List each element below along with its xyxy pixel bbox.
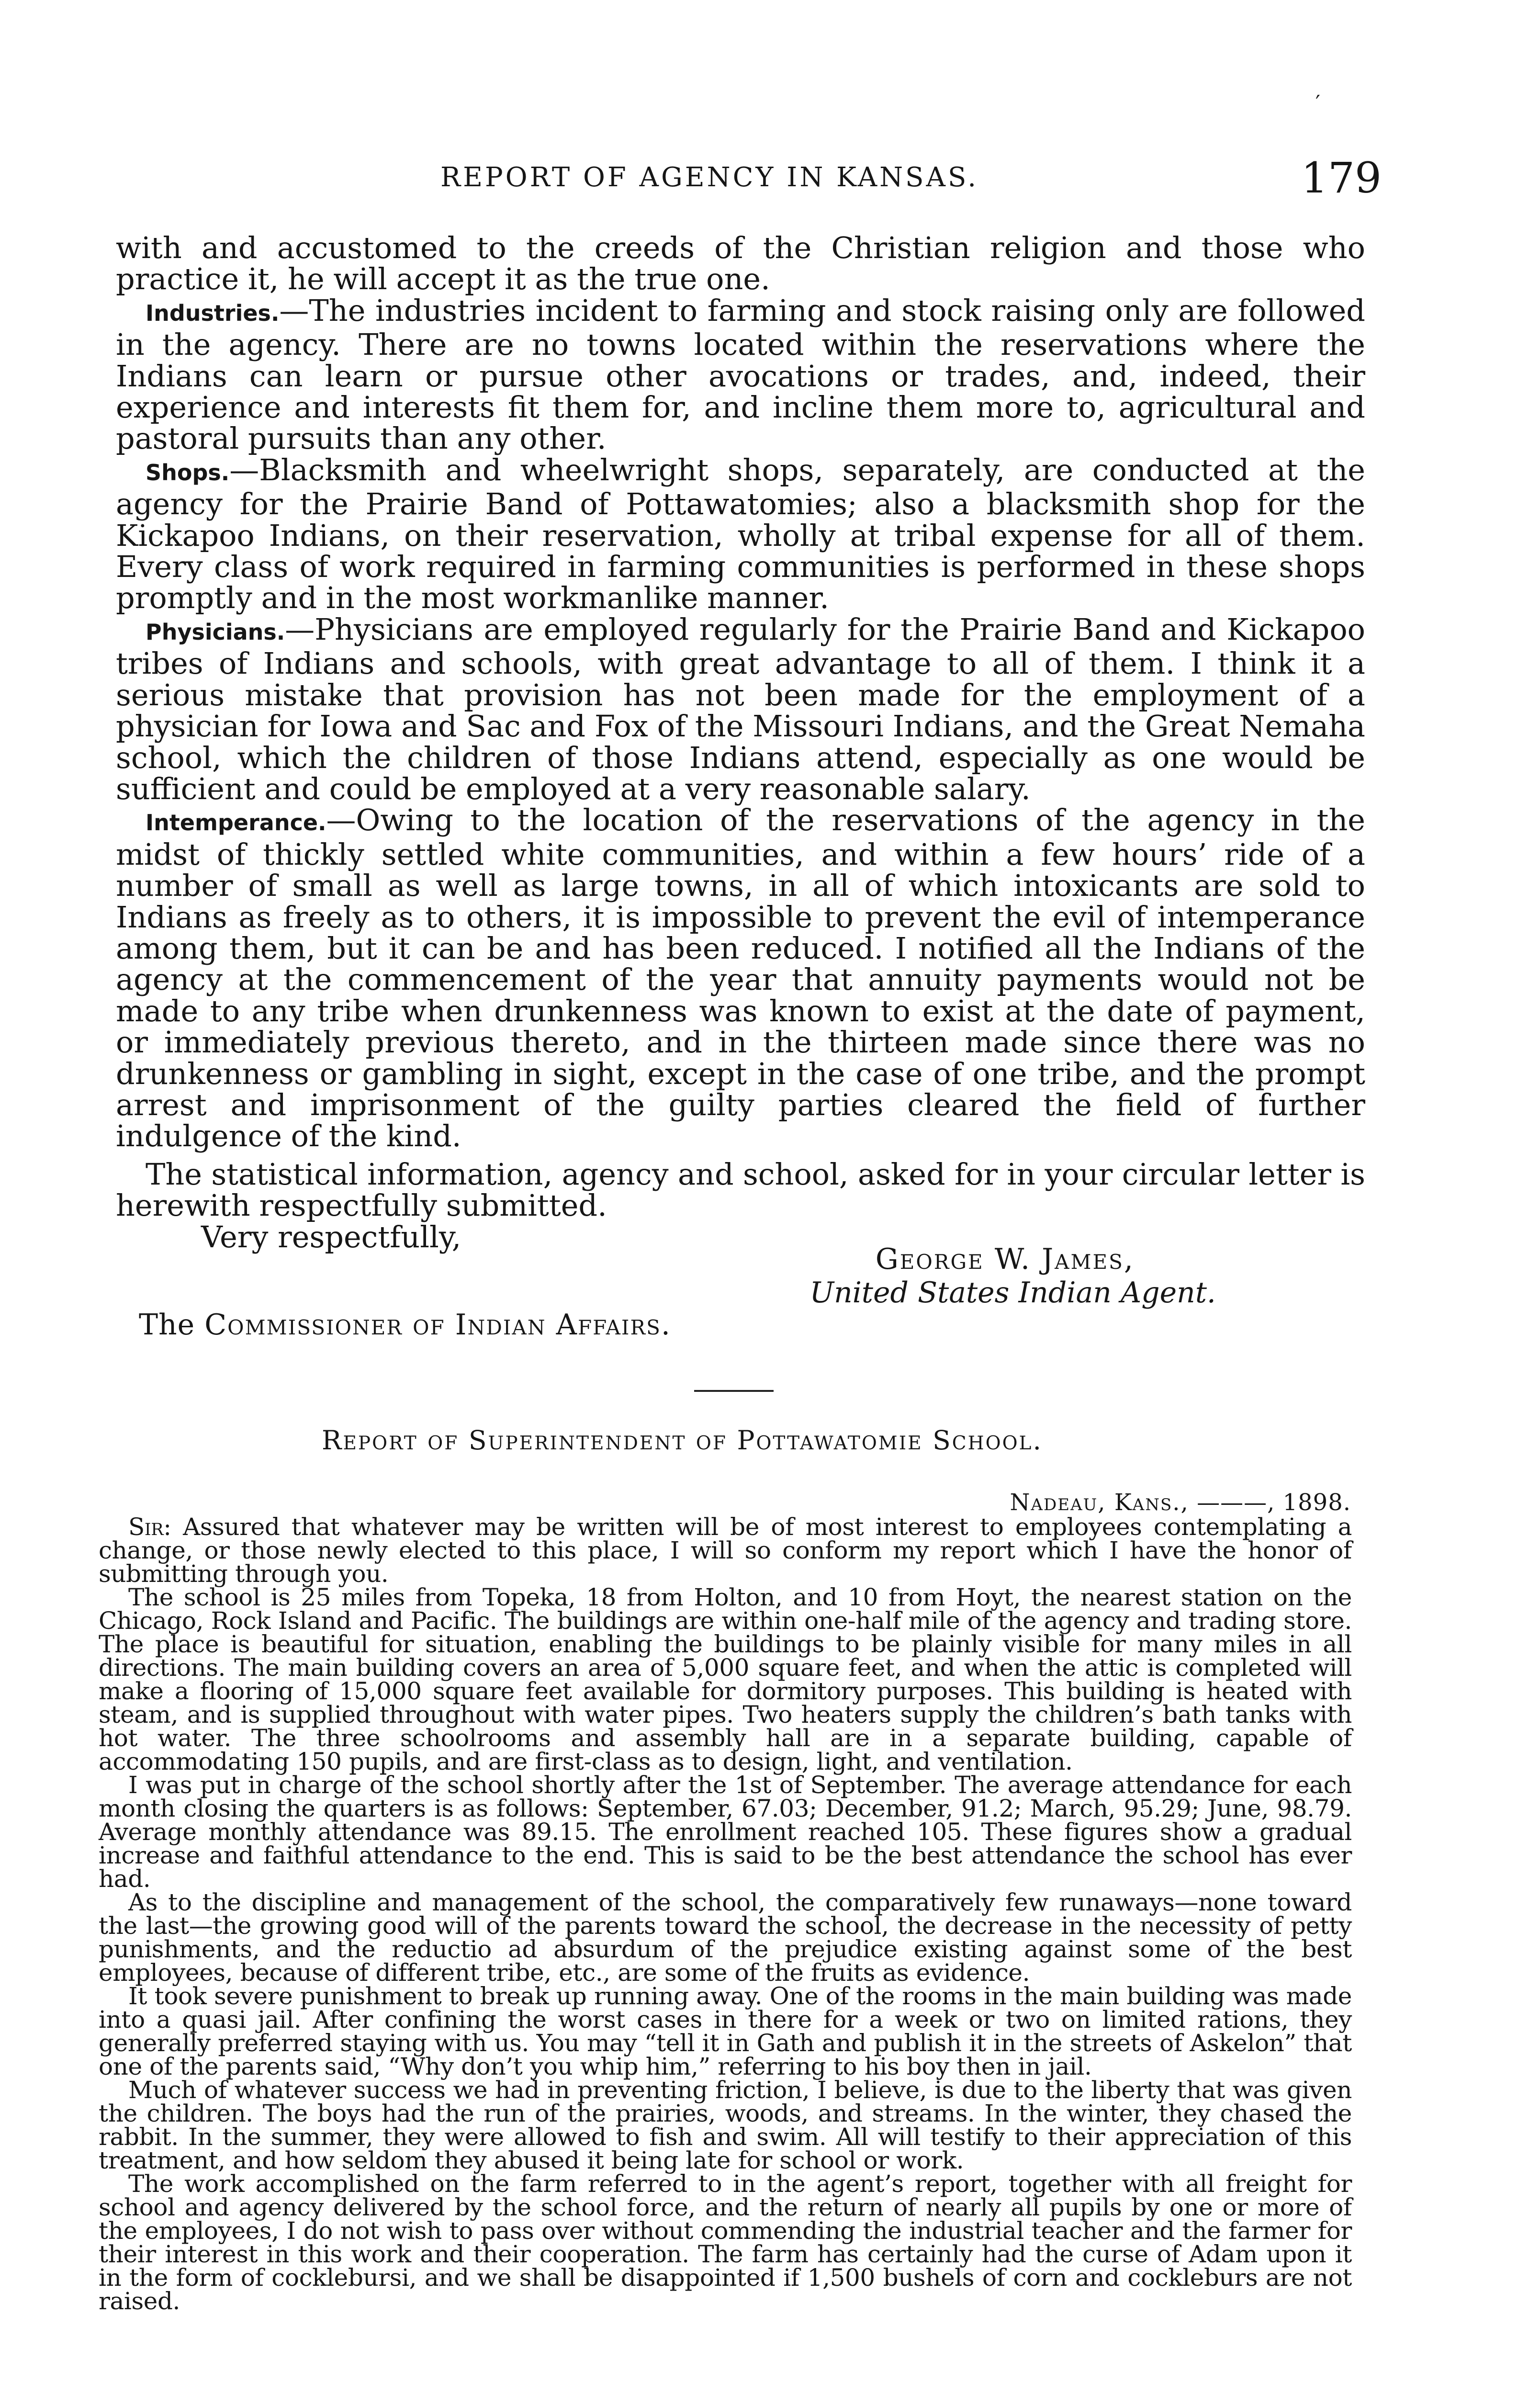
school-report-title: Report of Superintendent of Pottawatomie School. — [322, 1425, 1043, 1456]
dateline-place: Nadeau, Kans., — [1010, 1489, 1189, 1516]
addressee: Commissioner of Indian Affairs. — [204, 1308, 671, 1342]
running-head: REPORT OF AGENCY IN KANSAS. — [440, 162, 979, 193]
signature-name: George W. James, — [875, 1242, 1135, 1276]
school-report-body — [99, 1515, 1352, 2313]
school-paragraph: The work accomplished on the farm referred to in the agent’s report, together with all freight for school and agency delivered by the school force, and the return of nearly all pupils by one or more of the employees, I do not wish to pass over without commending the industrial teacher and the farmer for their interest in this work and their cooperation. The farm has certainly had the curse of Adam upon it in the form of cocklebursi, and we shall be disappointed if 1,500 bushels of corn and cockleburs are not raised. — [99, 2170, 1352, 2315]
section-heading: Intemperance. — [146, 810, 326, 836]
school-paragraph: As to the discipline and management of the school, the comparatively few runaways—none toward the last—the growing good will of the parents toward the school, the decrease in the necessity of petty punishments, and the reductio ad absurdum of the prejudice existing against some of the best employees, because of different tribe, etc., are some of the fruits as evidence. — [99, 1888, 1352, 1987]
corner-mark: ′ — [1315, 91, 1320, 115]
section-text: —The industries incident to farming and stock raising only are followed in the agency. There are no towns located within the reservations where the Indians can learn or pursue other avocations or trades, and, indeed, their experience and interests fit them for, and incline them more to, agricultural and pastoral pursuits than any other. — [116, 293, 1365, 456]
dateline — [0, 1489, 1351, 1516]
section-text: —Blacksmith and wheelwright shops, separately, are conducted at the agency for the Prairie Band of Pottawatomies; also a blacksmith shop for the Kickapoo Indians, on their reservation, wholly at tribal expense for all of them. Every class of work required in farming communities is performed in these shops promptly and in the most workmanlike manner. — [116, 452, 1365, 616]
signature-block — [0, 1242, 1216, 1310]
section-text: —Owing to the location of the reservations of the agency in the midst of thickly settled white communities, and within a few hours’ ride of a number of small as well as large towns, in all of which intoxicants are sold to Indians as freely as to others, it is impossible to prevent the evil of intemperance among them, but it can be and has been reduced. I notified all the Indians of the agency at the commencement of the year that annuity payments would not be made to any tribe when drunkenness was known to exist at the date of payment, or immediately previous thereto, and in the thirteen made since there was no drunkenness or gambling in sight, except in the case of one tribe, and the prompt arrest and imprisonment of the guilty parties cleared the field of further indulgence of the kind. — [116, 802, 1365, 1154]
school-paragraph: I was put in charge of the school shortly after the 1st of September. The average attendance for each month closing the quarters is as follows: September, 67.03; December, 91.2; March, 95.29; June, 98.79. Average monthly attendance was 89.15. The enrollment reached 105. These figures show a gradual increase and faithful attendance to the end. This is said to be the best attendance the school has ever had. — [99, 1771, 1352, 1893]
closing-paragraph: The statistical information, agency and school, asked for in your circular letter is herewith respectfully submitted. — [116, 1156, 1365, 1223]
section-heading: Industries. — [146, 300, 280, 326]
school-paragraph: Much of whatever success we had in preventing friction, I believe, is due to the liberty that was given the children. The boys had the run of the prairies, woods, and streams. In the winter, they chased the rabbit. In the summer, they were allowed to fish and swim. All will testify to their appreciation of this treatment, and how seldom they abused it being late for school or work. — [99, 2076, 1352, 2174]
addressee-line — [139, 1308, 671, 1342]
agency-report-body — [116, 232, 1365, 1253]
section-heading: Physicians. — [146, 619, 285, 645]
physicians-paragraph — [116, 611, 1365, 806]
addressee-prefix: The — [139, 1308, 195, 1342]
signature-title: United States Indian Agent. — [809, 1276, 1216, 1310]
shops-paragraph — [116, 454, 1365, 614]
school-paragraph: The school is 25 miles from Topeka, 18 from Holton, and 10 from Hoyt, the nearest station on the Chicago, Rock Island and Pacific. The buildings are within one-half mile of the agency and trading store. The place is beautiful for situation, enabling the buildings to be plainly visible for many miles in all directions. The main building covers an area of 5,000 square feet, and when the attic is completed will make a flooring of 15,000 square feet available for dormitory purposes. This building is heated with steam, and is supplied throughout with water pipes. Two heaters supply the children’s bath tanks with hot water. The three schoolrooms and assembly hall are in a separate building, capable of accommodating 150 pupils, and are first-class as to design, light, and ventilation. — [99, 1583, 1352, 1775]
dateline-date: ———, 1898. — [1197, 1489, 1351, 1516]
continuation-paragraph: with and accustomed to the creeds of the Christian religion and those who practice it, he will accept it as the true one. — [116, 230, 1365, 297]
school-paragraph — [99, 1515, 1352, 1586]
page-number: 179 — [1301, 153, 1382, 203]
section-text: —Physicians are employed regularly for the Prairie Band and Kickapoo tribes of Indians and schools, with great advantage to all of them. I think it a serious mistake that provision has not been made for the employment of a physician for Iowa and Sac and Fox of the Missouri Indians, and the Great Nemaha school, which the children of those Indians attend, especially as one would be sufficient and could be employed at a very reasonable salary. — [116, 611, 1365, 806]
industries-paragraph — [116, 295, 1365, 454]
section-divider — [694, 1390, 774, 1392]
school-paragraph: It took severe punishment to break up running away. One of the rooms in the main building was made into a quasi jail. After confining the worst cases in there for a week or two on limited rations, they generally preferred staying with us. You may “tell it in Gath and publish it in the streets of Askelon” that one of the parents said, “Why don’t you whip him,” referring to his boy then in jail. — [99, 1982, 1352, 2080]
school-paragraph-text: Assured that whatever may be written will be of most interest to employees contemplating a change, or those newly elected to this place, I will so conform my report which I have the honor of submitting through you. — [99, 1513, 1352, 1588]
section-heading: Shops. — [146, 459, 230, 486]
intemperance-paragraph — [116, 804, 1365, 1152]
page-header — [0, 153, 1382, 206]
salutation: Sir: — [128, 1513, 171, 1541]
complimentary-close: Very respectfully, — [201, 1219, 461, 1254]
